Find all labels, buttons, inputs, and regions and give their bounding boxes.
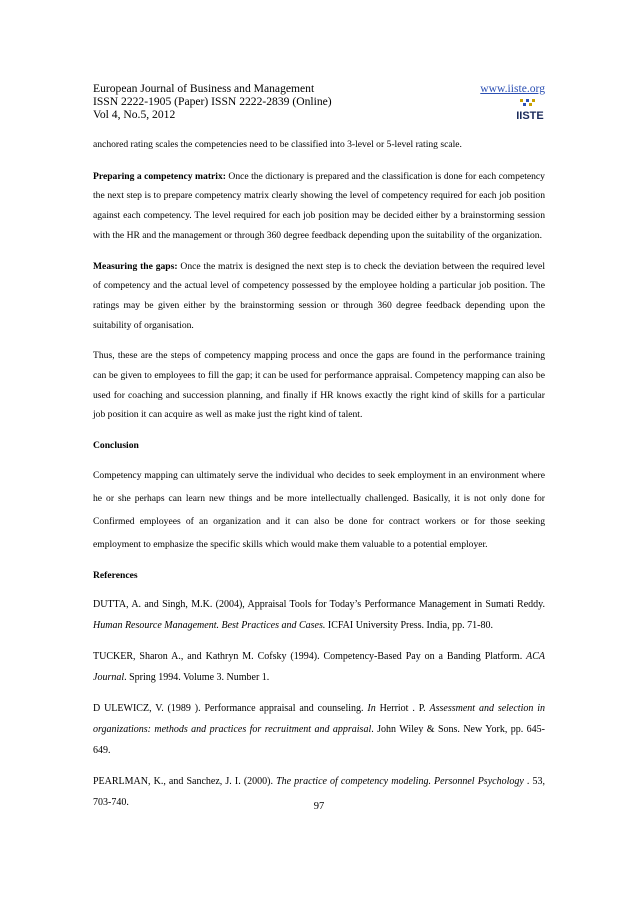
gaps-heading: Measuring the gaps: bbox=[93, 260, 178, 272]
volume-line: Vol 4, No.5, 2012 bbox=[93, 108, 176, 121]
svg-text:IISTE: IISTE bbox=[516, 110, 544, 121]
journal-url-link[interactable]: www.iiste.org bbox=[480, 82, 545, 95]
reference-item: PEARLMAN, K., and Sanchez, J. I. (2000). The practice of competency modeling. Personnel Psychology . 53, 703-740. bbox=[93, 775, 546, 808]
intro-line: anchored rating scales the competencies need to be classified into 3-level or 5-level rating scale. bbox=[93, 139, 462, 150]
conclusion-paragraph: Competency mapping can ultimately serve the individual who decides to seek employment in an environment where he or she perhaps can learn new things and be more intellectually challenged. Basically, it is not only done for Confirmed employees of an organization and it can also be done for contract workers or for those seeking employment to emphasize the specific skills which would make them valuable to a potential employer. bbox=[93, 469, 545, 550]
page-header bbox=[93, 82, 545, 121]
reference-list bbox=[93, 594, 545, 813]
references-heading: References bbox=[93, 569, 138, 581]
gaps-text: Once the matrix is designed the next step is to check the deviation between the required level of competency and the actual level of competency possessed by the employee holding a particular job position. The ratings may be given either by the brainstorming session or through 360 degree feedback depending upon the suitability of organisation. bbox=[93, 260, 545, 331]
reference-item: TUCKER, Sharon A., and Kathryn M. Cofsky (1994). Competency-Based Pay on a Banding Platform. ACA Journal. Spring 1994. Volume 3. Number 1. bbox=[93, 650, 545, 683]
summary-paragraph: Thus, these are the steps of competency mapping process and once the gaps are found in the performance training can be given to employees to fill the gap; it can be used for performance appraisal. Competency mapping can also be used for coaching and succession planning, and finally if HR knows exactly the right kind of skills for a particular job position it can acquire as well as make just the right kind of talent. bbox=[93, 350, 545, 421]
page-number: 97 bbox=[313, 801, 325, 812]
matrix-heading: Preparing a competency matrix: bbox=[93, 170, 226, 182]
reference-item: DUTTA, A. and Singh, M.K. (2004), Appraisal Tools for Today’s Performance Management in Sumati Reddy. Human Resource Management. Best Practices and Cases. ICFAI University Press. India, pp. 71-80. bbox=[93, 598, 545, 631]
journal-title: European Journal of Business and Management bbox=[93, 82, 315, 95]
iiste-logo-icon bbox=[515, 99, 545, 121]
conclusion-heading: Conclusion bbox=[93, 440, 139, 452]
matrix-paragraph bbox=[93, 167, 545, 246]
matrix-text: Once the dictionary is prepared and the classification is done for each competency the next step is to prepare competency matrix clearly showing the level of competency required for each job position against each competency. The level required for each job position may be decided either by a brainstorming session with the HR and the management or through 360 degree feedback depending upon the suitability of the organization. bbox=[93, 170, 545, 241]
article-body bbox=[93, 135, 545, 813]
gaps-paragraph bbox=[93, 257, 545, 336]
issn-line: ISSN 2222-1905 (Paper) ISSN 2222-2839 (Online) bbox=[93, 95, 332, 108]
reference-item: D ULEWICZ, V. (1989 ). Performance appraisal and counseling. In Herriot . P. Assessment and selection in organizations: methods and practices for recruitment and appraisal. John Wiley & Sons. New York, pp. 645-649. bbox=[93, 702, 546, 756]
